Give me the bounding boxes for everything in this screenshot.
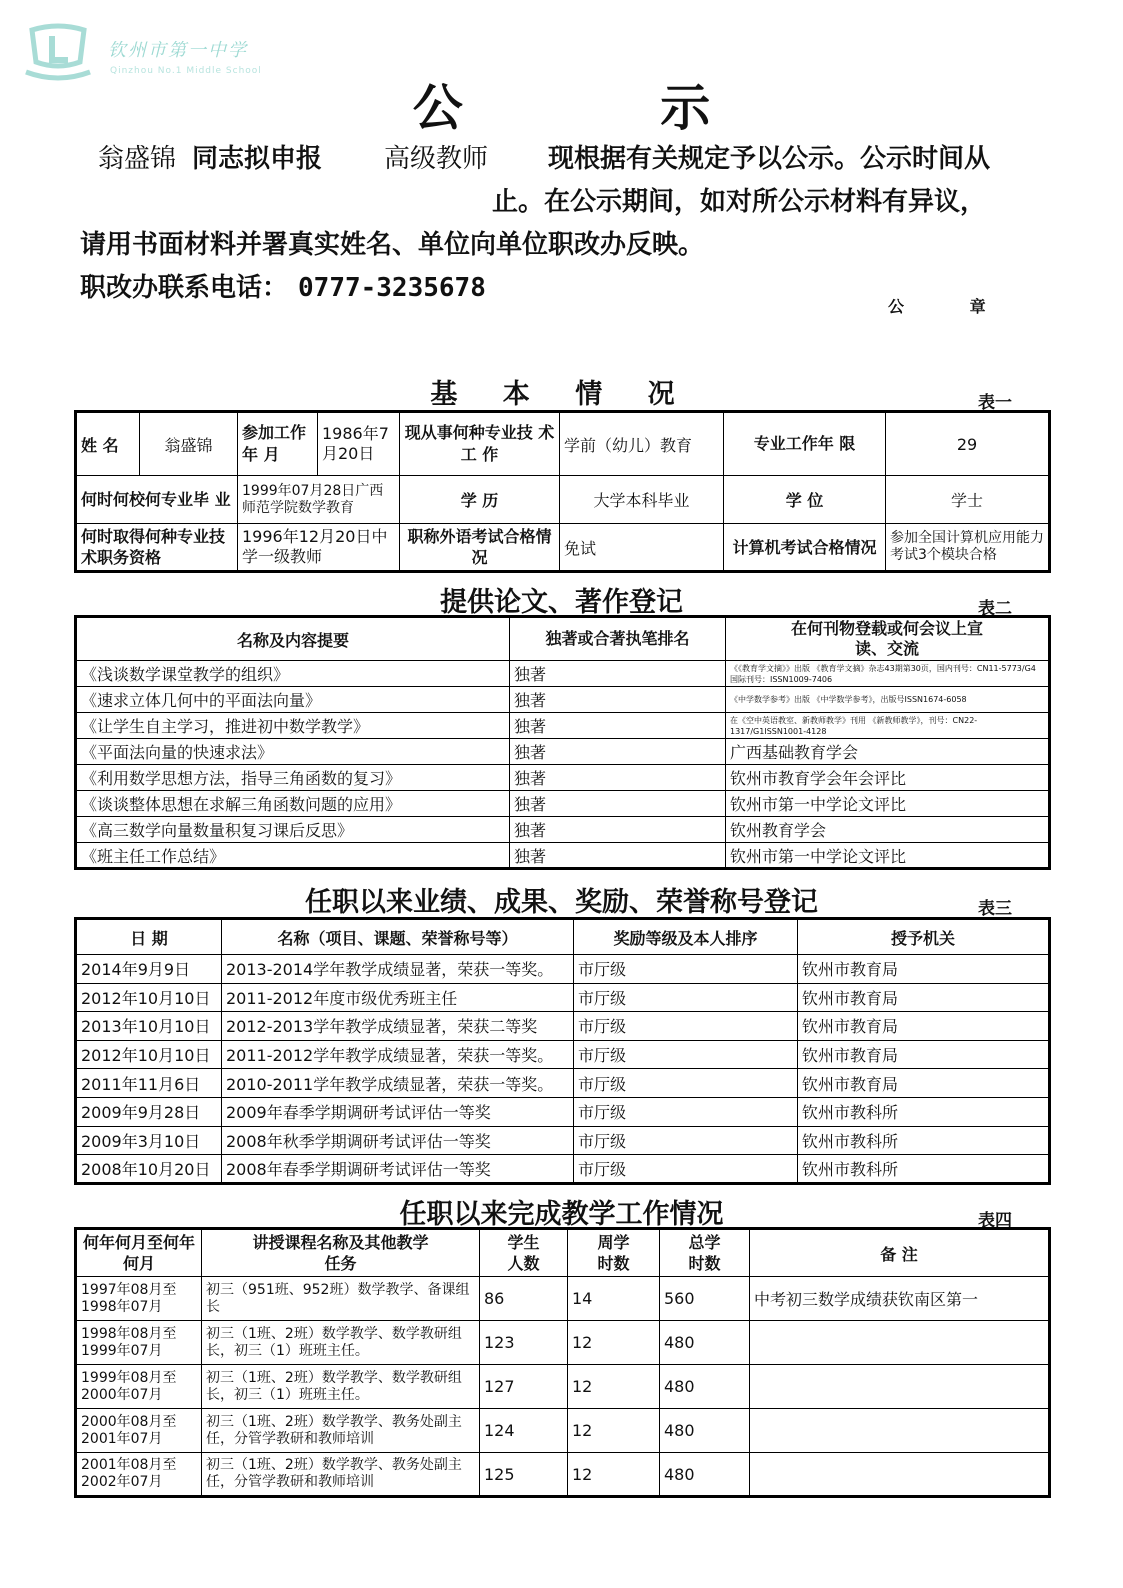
awards-cell-2: 市厅级	[574, 983, 798, 1012]
table-row	[76, 1012, 1050, 1041]
awards-header-date: 日 期	[76, 919, 222, 955]
comp-label: 计算机考试合格情况	[724, 524, 886, 572]
teaching-header-remark: 备 注	[750, 1229, 1050, 1277]
table-row	[76, 713, 1050, 739]
teaching-cell-0: 1999年08月至2000年07月	[76, 1365, 202, 1409]
papers-title: 提供论文、著作登记	[440, 587, 683, 618]
papers-cell-0: 《利用数学思想方法，指导三角函数的复习》	[76, 765, 510, 791]
papers-cell-1: 独著	[510, 739, 726, 765]
notice-text-2: 止。在公示期间，如对所公示材料有异议，	[492, 187, 987, 217]
table-no-1: 表一	[978, 393, 1012, 413]
awards-table	[74, 917, 1051, 1185]
teaching-cell-4: 480	[660, 1409, 750, 1453]
awards-header-level: 奖励等级及本人排序	[574, 919, 798, 955]
awards-cell-3: 钦州市教育局	[798, 1069, 1050, 1098]
teaching-cell-3: 12	[568, 1409, 660, 1453]
papers-cell-2: 《中学数学参考》出版 《中学数学参考》，出版号ISSN1674-6058	[726, 687, 1050, 713]
phone-number: 0777-3235678	[298, 273, 486, 303]
awards-cell-1: 2008年秋季学期调研考试评估一等奖	[222, 1126, 574, 1155]
edu-value: 大学本科毕业	[560, 476, 724, 524]
teaching-cell-1: 初三（1班、2班）数学教学、教务处副主任，分管学教研和教师培训	[202, 1453, 480, 1497]
table-row	[76, 739, 1050, 765]
basic-info-table	[74, 410, 1051, 573]
lang-value: 免试	[560, 524, 724, 572]
table-row	[76, 843, 1050, 869]
notice-apply: 同志拟申报	[192, 144, 323, 174]
table-row	[76, 1040, 1050, 1069]
papers-cell-1: 独著	[510, 817, 726, 843]
papers-cell-2: 钦州教育学会	[726, 817, 1050, 843]
teaching-header-weekly: 周学时数	[568, 1229, 660, 1277]
awards-cell-0: 2014年9月9日	[76, 955, 222, 984]
teaching-cell-3: 12	[568, 1453, 660, 1497]
qual-value: 1996年12月20日中学一级教师	[238, 524, 400, 572]
table-row	[76, 1453, 1050, 1497]
papers-header-venue: 在何刊物登载或何会议上宣读、交流	[726, 617, 1050, 661]
work-start-label: 参加工作年 月	[238, 412, 318, 476]
table-row	[76, 1277, 1050, 1321]
table-row	[76, 1409, 1050, 1453]
teaching-cell-2: 124	[480, 1409, 568, 1453]
teaching-cell-0: 2000年08月至2001年07月	[76, 1409, 202, 1453]
awards-cell-2: 市厅级	[574, 1012, 798, 1041]
work-start-value: 1986年7月20日	[318, 412, 400, 476]
awards-cell-2: 市厅级	[574, 1097, 798, 1126]
awards-cell-0: 2013年10月10日	[76, 1012, 222, 1041]
teaching-cell-3: 14	[568, 1277, 660, 1321]
phone-label: 职改办联系电话：	[80, 273, 289, 303]
degree-label: 学 位	[724, 476, 886, 524]
awards-header-name: 名称（项目、课题、荣誉称号等）	[222, 919, 574, 955]
awards-cell-1: 2009年春季学期调研考试评估一等奖	[222, 1097, 574, 1126]
papers-cell-0: 《班主任工作总结》	[76, 843, 510, 869]
teaching-cell-4: 480	[660, 1365, 750, 1409]
notice-text-3: 请用书面材料并署真实姓名、单位向单位职改办反映。	[80, 230, 705, 260]
teaching-header-period: 何年何月至何年何月	[76, 1229, 202, 1277]
applied-position: 高级教师	[384, 144, 489, 174]
degree-value: 学士	[886, 476, 1050, 524]
teaching-header-total: 总学时数	[660, 1229, 750, 1277]
papers-cell-0: 《速求立体几何中的平面法向量》	[76, 687, 510, 713]
awards-cell-1: 2011-2012学年教学成绩显著，荣获一等奖。	[222, 1040, 574, 1069]
teaching-header-course: 讲授课程名称及其他教学任务	[202, 1229, 480, 1277]
qual-label: 何时取得何种专业技术职务资格	[76, 524, 238, 572]
grad-value: 1999年07月28日广西师范学院数学教育	[238, 476, 400, 524]
basic-info-title: 基 本 情 况	[430, 379, 693, 410]
table-row	[76, 1155, 1050, 1184]
table-row	[76, 1097, 1050, 1126]
awards-header-authority: 授予机关	[798, 919, 1050, 955]
awards-cell-1: 2008年春季学期调研考试评估一等奖	[222, 1155, 574, 1184]
awards-cell-3: 钦州市教科所	[798, 1155, 1050, 1184]
teaching-cell-0: 1997年08月至1998年07月	[76, 1277, 202, 1321]
papers-cell-0: 《谈谈整体思想在求解三角函数问题的应用》	[76, 791, 510, 817]
awards-cell-0: 2012年10月10日	[76, 983, 222, 1012]
comp-value: 参加全国计算机应用能力考试3个模块合格	[886, 524, 1050, 572]
teaching-cell-4: 480	[660, 1321, 750, 1365]
name-label: 姓 名	[76, 412, 140, 476]
table-row	[76, 791, 1050, 817]
papers-cell-2: 钦州市第一中学论文评比	[726, 791, 1050, 817]
major-label: 现从事何种专业技 术 工 作	[400, 412, 560, 476]
awards-cell-2: 市厅级	[574, 1069, 798, 1098]
papers-cell-1: 独著	[510, 765, 726, 791]
page-title: 公 示	[412, 78, 801, 137]
awards-cell-1: 2013-2014学年教学成绩显著，荣获一等奖。	[222, 955, 574, 984]
table-no-4: 表四	[978, 1211, 1012, 1231]
awards-cell-0: 2009年9月28日	[76, 1097, 222, 1126]
teaching-header-students: 学生人数	[480, 1229, 568, 1277]
papers-cell-0: 《让学生自主学习，推进初中数学教学》	[76, 713, 510, 739]
awards-cell-1: 2010-2011学年教学成绩显著，荣获一等奖。	[222, 1069, 574, 1098]
teaching-cell-4: 560	[660, 1277, 750, 1321]
papers-cell-2: 广西基础教育学会	[726, 739, 1050, 765]
awards-cell-1: 2012-2013学年教学成绩显著，荣获二等奖	[222, 1012, 574, 1041]
papers-cell-2: 《《教育学文摘》》出版 《教育学文摘》杂志43期第30页，国内刊号：CN11-5773/G4 国际刊号：ISSN1009-7406	[726, 661, 1050, 687]
awards-cell-0: 2011年11月6日	[76, 1069, 222, 1098]
table-no-2: 表二	[978, 599, 1012, 619]
papers-cell-0: 《浅谈数学课堂教学的组织》	[76, 661, 510, 687]
table-row	[76, 1321, 1050, 1365]
teaching-cell-5: 中考初三数学成绩获钦南区第一	[750, 1277, 1050, 1321]
papers-cell-0: 《高三数学向量数量积复习课后反思》	[76, 817, 510, 843]
official-seal-label: 公 章	[888, 297, 1016, 316]
awards-cell-3: 钦州市教科所	[798, 1097, 1050, 1126]
applicant-name: 翁盛锦	[98, 144, 177, 174]
teaching-cell-1: 初三（1班、2班）数学教学、数学教研组长，初三（1）班班主任。	[202, 1365, 480, 1409]
grad-label: 何时何校何专业毕 业	[76, 476, 238, 524]
teaching-cell-1: 初三（951班、952班）数学教学、备课组长	[202, 1277, 480, 1321]
awards-title: 任职以来业绩、成果、奖励、荣誉称号登记	[305, 887, 818, 918]
teaching-cell-5	[750, 1453, 1050, 1497]
teaching-cell-0: 1998年08月至1999年07月	[76, 1321, 202, 1365]
papers-cell-0: 《平面法向量的快速求法》	[76, 739, 510, 765]
teaching-cell-4: 480	[660, 1453, 750, 1497]
teaching-title: 任职以来完成教学工作情况	[399, 1199, 724, 1230]
teaching-cell-5	[750, 1321, 1050, 1365]
awards-cell-3: 钦州市教育局	[798, 955, 1050, 984]
awards-cell-3: 钦州市教育局	[798, 983, 1050, 1012]
teaching-cell-0: 2001年08月至2002年07月	[76, 1453, 202, 1497]
table-row	[76, 1365, 1050, 1409]
papers-cell-1: 独著	[510, 791, 726, 817]
teaching-cell-5	[750, 1409, 1050, 1453]
teaching-cell-2: 86	[480, 1277, 568, 1321]
teaching-cell-2: 123	[480, 1321, 568, 1365]
awards-cell-2: 市厅级	[574, 1126, 798, 1155]
awards-cell-0: 2012年10月10日	[76, 1040, 222, 1069]
papers-cell-1: 独著	[510, 713, 726, 739]
papers-cell-1: 独著	[510, 687, 726, 713]
papers-cell-1: 独著	[510, 661, 726, 687]
papers-cell-1: 独著	[510, 843, 726, 869]
papers-cell-2: 钦州市第一中学论文评比	[726, 843, 1050, 869]
table-row	[76, 1126, 1050, 1155]
papers-table	[74, 615, 1051, 870]
awards-cell-3: 钦州市教科所	[798, 1126, 1050, 1155]
years-label: 专业工作年 限	[724, 412, 886, 476]
awards-cell-3: 钦州市教育局	[798, 1012, 1050, 1041]
table-no-3: 表三	[978, 899, 1012, 919]
awards-cell-0: 2008年10月20日	[76, 1155, 222, 1184]
table-row	[76, 983, 1050, 1012]
years-value: 29	[886, 412, 1050, 476]
table-row	[76, 687, 1050, 713]
teaching-cell-1: 初三（1班、2班）数学教学、教务处副主任，分管学教研和教师培训	[202, 1409, 480, 1453]
papers-header-name: 名称及内容提要	[76, 617, 510, 661]
teaching-cell-3: 12	[568, 1365, 660, 1409]
awards-cell-2: 市厅级	[574, 1155, 798, 1184]
papers-cell-2: 在《空中英语教室、新教师教学》刊用 《新教师教学》，刊号：CN22-1317/G1ISSN1001-4128	[726, 713, 1050, 739]
school-name-en: Qinzhou No.1 Middle School	[110, 66, 262, 76]
teaching-cell-3: 12	[568, 1321, 660, 1365]
teaching-cell-2: 125	[480, 1453, 568, 1497]
awards-cell-1: 2011-2012年度市级优秀班主任	[222, 983, 574, 1012]
table-row	[76, 661, 1050, 687]
awards-cell-2: 市厅级	[574, 1040, 798, 1069]
edu-label: 学 历	[400, 476, 560, 524]
awards-cell-0: 2009年3月10日	[76, 1126, 222, 1155]
lang-label: 职称外语考试合格情况	[400, 524, 560, 572]
name-value: 翁盛锦	[140, 412, 238, 476]
awards-cell-3: 钦州市教育局	[798, 1040, 1050, 1069]
school-name: 钦州市第一中学	[108, 40, 248, 61]
table-row	[76, 1069, 1050, 1098]
table-row	[76, 765, 1050, 791]
teaching-cell-2: 127	[480, 1365, 568, 1409]
teaching-cell-1: 初三（1班、2班）数学教学、数学教研组长，初三（1）班班主任。	[202, 1321, 480, 1365]
table-row	[76, 817, 1050, 843]
teaching-cell-5	[750, 1365, 1050, 1409]
papers-cell-2: 钦州市教育学会年会评比	[726, 765, 1050, 791]
teaching-table	[74, 1227, 1051, 1498]
major-value: 学前（幼儿）教育	[560, 412, 724, 476]
table-row	[76, 955, 1050, 984]
notice-text-1: 现根据有关规定予以公示。公示时间从	[548, 144, 991, 174]
papers-header-author: 独著或合著执笔排名	[510, 617, 726, 661]
awards-cell-2: 市厅级	[574, 955, 798, 984]
